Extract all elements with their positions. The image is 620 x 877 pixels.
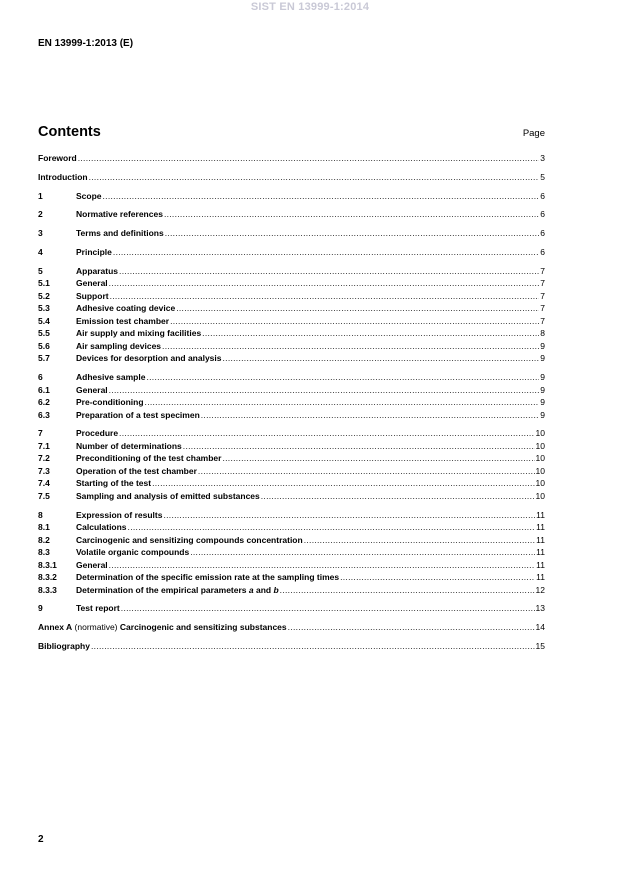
toc-title: Test report (76, 603, 120, 614)
toc-number: 6.3 (38, 409, 50, 420)
toc-number: 1 (38, 190, 43, 201)
toc-title: Calculations (76, 522, 127, 533)
toc-title: Adhesive coating device (76, 303, 176, 314)
dot-leader (176, 302, 539, 315)
contents-heading: Contents (38, 124, 101, 140)
dot-leader (170, 315, 539, 328)
toc-title (38, 621, 287, 634)
toc-number: 8.3.3 (38, 584, 57, 595)
table-of-contents (38, 152, 545, 653)
dot-leader (128, 521, 536, 534)
toc-page: 9 (540, 340, 545, 351)
toc-entry-5-7[interactable] (38, 352, 545, 365)
toc-title: Expression of results (76, 509, 163, 520)
toc-title: Pre-conditioning (76, 397, 144, 408)
toc-title: General (76, 278, 108, 289)
toc-title: Preconditioning of the test chamber (76, 453, 222, 464)
toc-page: 6 (540, 190, 545, 201)
toc-entry-6-3[interactable] (38, 409, 545, 422)
toc-page: 10 (535, 490, 545, 501)
toc-number: 5.1 (38, 278, 50, 289)
toc-title: Emission test chamber (76, 315, 170, 326)
toc-title: Sampling and analysis of emitted substances (76, 490, 260, 501)
dot-leader (261, 490, 535, 503)
page-column-label: Page (522, 128, 545, 139)
annex-label: Annex A (38, 622, 73, 633)
toc-page: 7 (540, 278, 545, 289)
dot-leader (109, 277, 540, 290)
toc-number: 6 (38, 372, 43, 383)
dot-leader (152, 477, 534, 490)
toc-title: Foreword (38, 153, 77, 163)
dot-leader (340, 571, 535, 584)
toc-page: 7 (540, 303, 545, 314)
toc-page: 9 (540, 353, 545, 364)
dot-leader (280, 584, 535, 597)
toc-number: 5.4 (38, 315, 50, 326)
toc-number: 7.4 (38, 478, 50, 489)
dot-leader (288, 621, 535, 634)
toc-title: Support (76, 290, 109, 301)
toc-entry-5-4[interactable] (38, 315, 545, 328)
toc-entry-1[interactable] (38, 190, 545, 203)
toc-title: Air sampling devices (76, 340, 162, 351)
toc-number: 8.2 (38, 534, 50, 545)
dot-leader (202, 327, 539, 340)
toc-title: Number of determinations (76, 440, 182, 451)
toc-page: 13 (535, 603, 545, 614)
dot-leader (91, 640, 535, 653)
dot-leader (223, 352, 540, 365)
toc-number: 8.3.1 (38, 559, 57, 570)
toc-entry-7-2[interactable] (38, 452, 545, 465)
toc-entry-7-5[interactable] (38, 490, 545, 503)
toc-number: 5.2 (38, 290, 50, 301)
toc-number: 6.1 (38, 384, 50, 395)
toc-title: Bibliography (38, 641, 90, 652)
annex-type: (normative) (72, 622, 120, 633)
toc-entry-8-3-1[interactable] (38, 559, 545, 572)
toc-page: 6 (540, 228, 545, 239)
toc-number: 5.7 (38, 353, 50, 364)
dot-leader (103, 190, 540, 203)
toc-title: General (76, 559, 108, 570)
dot-leader (183, 440, 535, 453)
toc-title: Starting of the test (76, 478, 152, 489)
page-number: 2 (38, 834, 44, 845)
toc-title-part: and (253, 584, 274, 595)
toc-page: 11 (536, 534, 545, 545)
parameter-b: b (273, 584, 279, 595)
toc-number: 9 (38, 603, 43, 614)
toc-entry-8-3-2[interactable] (38, 571, 545, 584)
toc-number: 3 (38, 228, 43, 239)
dot-leader (163, 509, 535, 522)
toc-number: 7.3 (38, 465, 50, 476)
toc-title: Volatile organic compounds (76, 547, 190, 558)
toc-entry-9[interactable] (38, 602, 545, 615)
dot-leader (165, 227, 540, 240)
toc-number: 5.5 (38, 328, 50, 339)
toc-number: 2 (38, 209, 43, 220)
toc-number: 7.2 (38, 453, 50, 464)
toc-page: 11 (536, 559, 545, 570)
toc-title: Carcinogenic and sensitizing compounds concentration (76, 534, 303, 545)
toc-page: 9 (540, 397, 545, 408)
dot-leader (110, 290, 540, 303)
toc-number: 5.6 (38, 340, 50, 351)
toc-page: 11 (536, 547, 545, 558)
toc-entry-6-1[interactable] (38, 384, 545, 397)
toc-number: 8 (38, 509, 43, 520)
toc-page: 7 (540, 290, 545, 301)
toc-title: General (76, 384, 108, 395)
dot-leader (201, 409, 540, 422)
toc-page: 11 (536, 522, 545, 533)
toc-page: 5 (540, 171, 545, 182)
dot-leader (162, 340, 539, 353)
toc-entry-8-3-3[interactable] (38, 584, 545, 597)
dot-leader (109, 559, 536, 572)
toc-title: Introduction (38, 171, 88, 182)
toc-number: 6.2 (38, 397, 50, 408)
toc-number: 4 (38, 246, 43, 257)
toc-number: 8.1 (38, 522, 50, 533)
toc-entry-3[interactable] (38, 227, 545, 240)
dot-leader (113, 246, 539, 259)
watermark: SIST EN 13999-1:2014 (250, 1, 370, 13)
toc-number: 7 (38, 428, 43, 439)
toc-entry-8-2[interactable] (38, 534, 545, 547)
dot-leader (89, 171, 540, 184)
toc-entry-introduction[interactable] (38, 171, 545, 184)
toc-number: 7.5 (38, 490, 50, 501)
toc-title: Procedure (76, 428, 119, 439)
toc-entry-annex-a[interactable] (38, 621, 545, 634)
toc-title: Air supply and mixing facilities (76, 328, 202, 339)
toc-entry-5[interactable] (38, 265, 545, 278)
toc-title-part: Determination of the empirical parameters (76, 584, 249, 595)
toc-page: 9 (540, 409, 545, 420)
toc-title (76, 584, 279, 597)
toc-page: 3 (540, 153, 545, 163)
toc-number: 7.1 (38, 440, 50, 451)
toc-entry-foreword[interactable] (38, 152, 545, 165)
dot-leader (190, 546, 535, 559)
toc-entry-5-6[interactable] (38, 340, 545, 353)
toc-entry-8-1[interactable] (38, 521, 545, 534)
toc-entry-6-2[interactable] (38, 396, 545, 409)
toc-entry-7-3[interactable] (38, 465, 545, 478)
toc-title: Normative references (76, 209, 163, 220)
toc-entry-7-4[interactable] (38, 477, 545, 490)
toc-page: 10 (535, 440, 545, 451)
toc-page: 7 (540, 315, 545, 326)
toc-page: 10 (535, 428, 545, 439)
toc-page: 15 (535, 641, 545, 652)
toc-entry-2[interactable] (38, 208, 545, 221)
toc-page: 10 (535, 478, 545, 489)
parameter-a: a (248, 584, 254, 595)
toc-entry-8[interactable] (38, 509, 545, 522)
toc-number: 5.3 (38, 303, 50, 314)
dot-leader (198, 465, 535, 478)
document-identifier: EN 13999-1:2013 (E) (38, 38, 134, 49)
toc-page: 7 (540, 265, 545, 276)
toc-entry-6[interactable] (38, 371, 545, 384)
toc-page: 10 (535, 453, 545, 464)
toc-page: 14 (535, 622, 545, 633)
toc-entry-5-1[interactable] (38, 277, 545, 290)
toc-number: 8.3.2 (38, 572, 57, 583)
dot-leader (109, 384, 540, 397)
toc-page: 9 (540, 372, 545, 383)
toc-title: Apparatus (76, 265, 119, 276)
toc-page: 6 (540, 209, 545, 220)
toc-title: Scope (76, 190, 102, 201)
toc-page: 11 (536, 509, 545, 520)
toc-title: Determination of the specific emission rate at the sampling times (76, 572, 340, 583)
toc-entry-bibliography[interactable] (38, 640, 545, 653)
toc-page: 9 (540, 384, 545, 395)
toc-number: 8.3 (38, 547, 50, 558)
dot-leader (146, 371, 539, 384)
toc-number: 5 (38, 265, 43, 276)
dot-leader (222, 452, 534, 465)
toc-entry-5-5[interactable] (38, 327, 545, 340)
toc-page: 8 (540, 328, 545, 339)
dot-leader (119, 265, 539, 278)
toc-entry-8-3[interactable] (38, 546, 545, 559)
dot-leader (145, 396, 540, 409)
toc-page: 11 (536, 572, 545, 583)
toc-entry-5-3[interactable] (38, 302, 545, 315)
toc-entry-4[interactable] (38, 246, 545, 259)
toc-entry-5-2[interactable] (38, 290, 545, 303)
annex-title: Carcinogenic and sensitizing substances (119, 622, 287, 633)
toc-entry-7-1[interactable] (38, 440, 545, 453)
dot-leader (304, 534, 535, 547)
toc-page: 10 (535, 465, 545, 476)
dot-leader (164, 208, 539, 221)
toc-title: Adhesive sample (76, 372, 146, 383)
toc-entry-7[interactable] (38, 427, 545, 440)
toc-title: Principle (76, 246, 112, 257)
toc-page: 6 (540, 246, 545, 257)
toc-page: 12 (535, 584, 545, 595)
toc-title: Operation of the test chamber (76, 465, 197, 476)
toc-title: Terms and definitions (76, 228, 164, 239)
toc-title: Preparation of a test specimen (76, 409, 200, 420)
toc-title: Devices for desorption and analysis (76, 353, 222, 364)
dot-leader (121, 602, 535, 615)
dot-leader (78, 152, 540, 165)
dot-leader (119, 427, 534, 440)
